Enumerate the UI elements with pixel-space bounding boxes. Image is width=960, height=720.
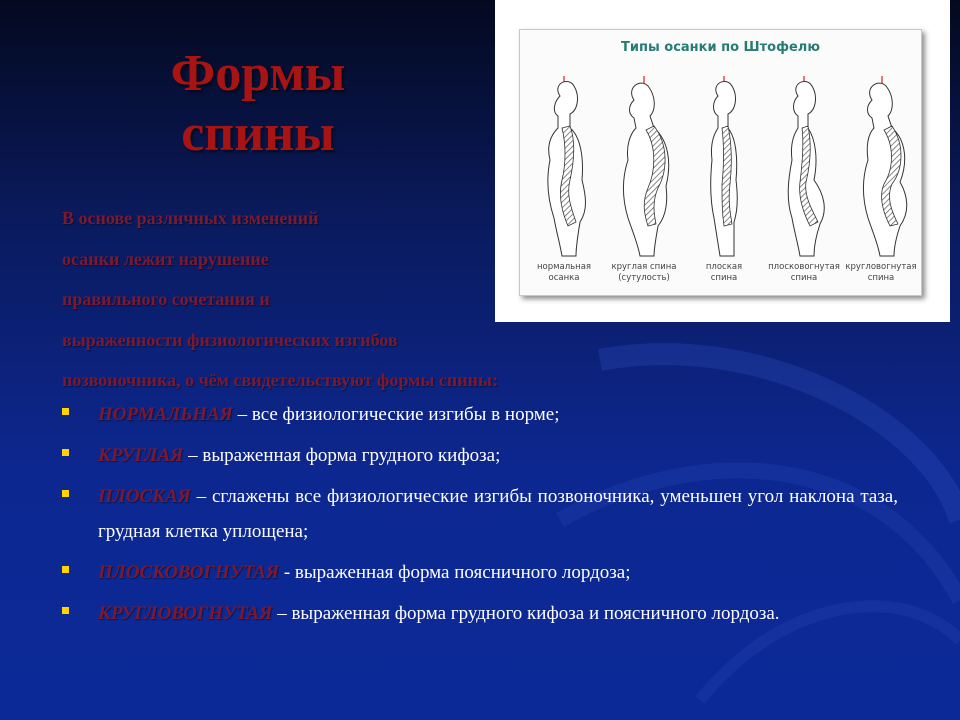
posture-image-frame <box>495 0 950 322</box>
title-line-1: Формы <box>170 45 346 102</box>
caption-normal <box>525 262 603 284</box>
back-forms-list <box>62 397 898 637</box>
desc-flat-concave: - выраженная форма поясничного лордоза; <box>279 562 631 583</box>
figure-normal-posture <box>548 76 586 258</box>
term-flat-concave: ПЛОСКОВОГНУТАЯ <box>98 562 280 583</box>
caption-flat-concave <box>765 262 843 284</box>
bullet-marker <box>62 566 69 573</box>
intro-line-3: правильного сочетания и <box>62 289 270 309</box>
list-item-round <box>62 438 898 473</box>
list-item-normal <box>62 397 898 432</box>
intro-line-2: осанки лежит нарушение <box>62 248 269 269</box>
list-item-flat-concave <box>62 555 898 590</box>
figure-round-concave-back <box>864 76 907 258</box>
list-item-flat <box>62 479 898 549</box>
intro-line-5: позвоночника, о чём свидетельствуют формы спины: <box>62 370 499 390</box>
bullet-marker <box>62 408 69 415</box>
list-item-round-concave <box>62 596 898 631</box>
posture-figures-illustration <box>520 30 921 295</box>
caption-round-concave <box>842 262 920 284</box>
term-flat: ПЛОСКАЯ <box>98 486 191 507</box>
figure-title: Типы осанки по Штофелю <box>621 40 820 55</box>
figure-flat-back <box>711 76 738 258</box>
caption-flat-line2: спина <box>710 273 738 283</box>
intro-line-1: В основе различных изменений <box>62 208 319 228</box>
term-round: КРУГЛАЯ <box>98 445 184 466</box>
term-round-concave: КРУГЛОВОГНУТАЯ <box>98 603 273 624</box>
bullet-marker <box>62 607 69 614</box>
caption-normal-line1: нормальная <box>536 262 592 272</box>
caption-round-line1: круглая спина <box>611 262 677 272</box>
title-line-2: спины <box>181 105 335 162</box>
caption-flat-concave-line2: спина <box>790 273 818 283</box>
bullet-marker <box>62 449 69 456</box>
intro-line-4: выраженности физиологических изгибов <box>62 329 398 350</box>
caption-flat <box>685 262 763 284</box>
desc-round: – выраженная форма грудного кифоза; <box>183 445 501 466</box>
posture-types-figure <box>519 29 922 296</box>
caption-flat-concave-line1: плосковогнутая <box>768 262 840 272</box>
desc-flat: – сглажены все физиологические изгибы позвоночника, уменьшен угол наклона таза, грудная клетка уплощена; <box>98 486 898 542</box>
caption-round <box>605 262 683 284</box>
desc-round-concave: – выраженная форма грудного кифоза и поясничного лордоза. <box>272 603 780 624</box>
term-normal: НОРМАЛЬНАЯ <box>98 404 233 425</box>
figure-flat-concave-back <box>788 76 824 258</box>
caption-round-concave-line1: кругловогнутая <box>845 262 917 272</box>
caption-flat-line1: плоская <box>705 262 743 272</box>
caption-round-concave-line2: спина <box>867 273 895 283</box>
bullet-marker <box>62 490 69 497</box>
page-title <box>108 44 408 164</box>
desc-normal: – все физиологические изгибы в норме; <box>232 404 560 425</box>
caption-normal-line2: осанка <box>548 273 580 283</box>
caption-round-line2: (сутулость) <box>618 273 670 283</box>
figure-round-back <box>624 76 669 258</box>
